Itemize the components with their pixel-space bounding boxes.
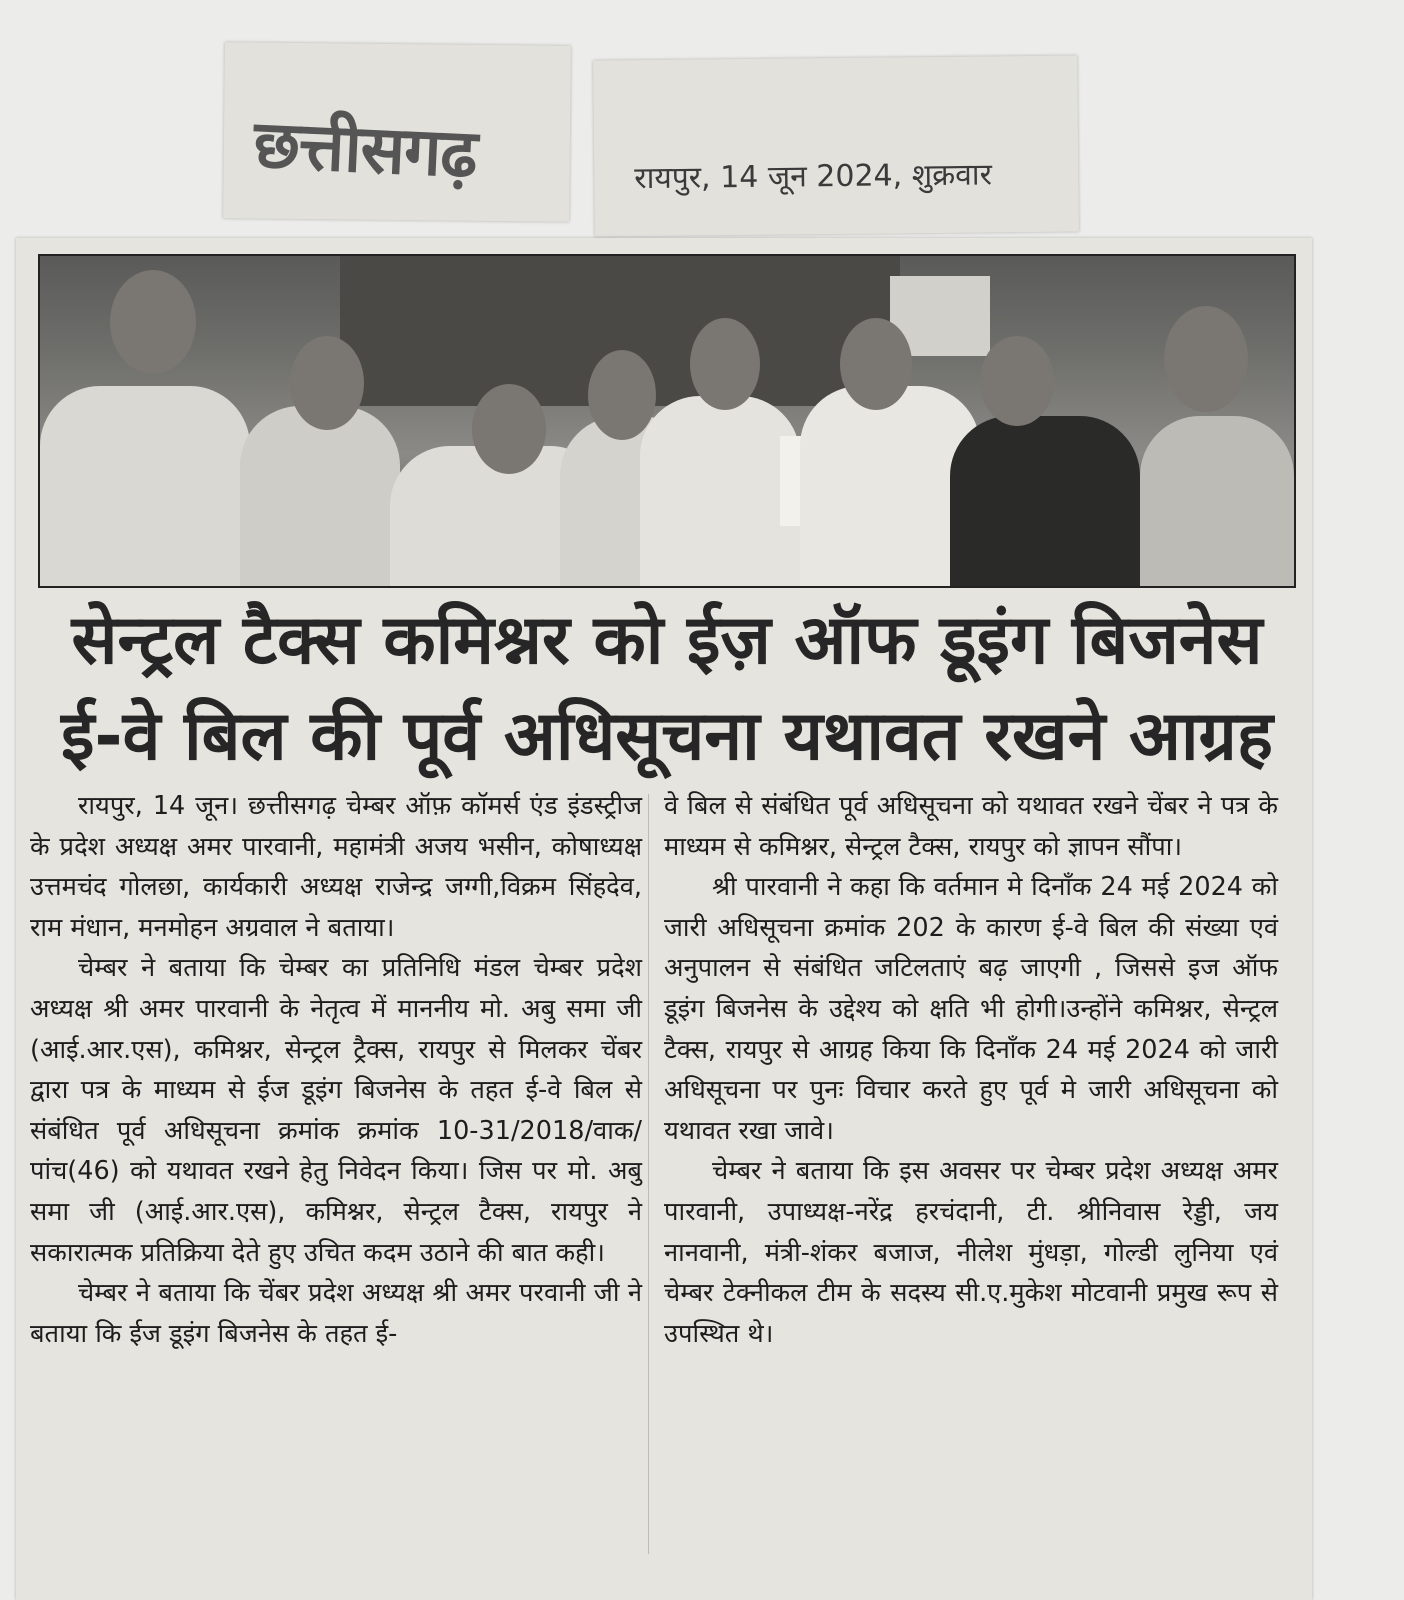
article-paragraph: रायपुर, 14 जून। छत्तीसगढ़ चेम्बर ऑफ़ कॉमर्स एंड इंडस्ट्रीज के प्रदेश अध्यक्ष अमर पारवानी, महामंत्री अजय भसीन, कोषाध्यक्ष उत्तमचंद गोलछा, कार्यकारी अध्यक्ष राजेन्द्र जग्गी,विक्रम सिंहदेव, राम मंधान, मनमोहन अग्रवाल ने बताया। [30,791,642,943]
person-head [588,350,656,440]
column-divider [648,794,649,1554]
headline-line-2: ई-वे बिल की पूर्व अधिसूचना यथावत रखने आग्रह [60,697,1274,776]
person-head [690,318,760,410]
person-figure [240,406,400,586]
article-paragraph: श्री पारवानी ने कहा कि वर्तमान मे दिनाँक 24 मई 2024 को जारी अधिसूचना क्रमांक 202 के कारण ई-वे बिल की संख्या एवं अनुपालन से संबंधित जटिलताएं बढ़ जाएगी , जिससे इज ऑफ डूइंग बिजनेस के उद्देश्य को क्षति भी होगी।उन्होंने कमिश्नर, सेन्ट्रल टैक्स, रायपुर से आग्रह किया कि दिनाँक 24 मई 2024 को जारी अधिसूचना पर पुनः विचार करते हुए पूर्व मे जारी अधिसूचना को यथावत रखा जावे। [664,872,1278,1146]
newspaper-masthead: छत्तीसगढ़ [252,105,479,193]
person-head [472,384,546,474]
person-figure [40,386,250,586]
article-paragraph: वे बिल से संबंधित पूर्व अधिसूचना को यथावत रखने चेंबर ने पत्र के माध्यम से कमिश्नर, सेन्ट्रल टैक्स, रायपुर को ज्ञापन सौंपा। [664,791,1278,862]
person-head [290,336,364,430]
person-head [110,270,196,374]
article-column-left [30,786,642,1354]
article-paragraph: चेम्बर ने बताया कि इस अवसर पर चेम्बर प्रदेश अध्यक्ष अमर पारवानी, उपाध्यक्ष-नरेंद्र हरचंदानी, टी. श्रीनिवास रेड्डी, जय नानवानी, मंत्री-शंकर बजाज, नीलेश मुंधड़ा, गोल्डी लुनिया एवं चेम्बर टेक्नीकल टीम के सदस्य सी.ए.मुकेश मोटवानी प्रमुख रूप से उपस्थित थे। [664,1156,1278,1349]
person-head [840,318,912,410]
person-head [1164,306,1248,412]
news-photo [38,254,1296,588]
masthead-clipping [223,42,571,222]
person-figure [640,396,800,586]
headline-line-1: सेन्ट्रल टैक्स कमिश्नर को ईज़ ऑफ डूइंग बिजनेस [71,601,1263,680]
article-paragraph: चेम्बर ने बताया कि चेम्बर का प्रतिनिधि मंडल चेम्बर प्रदेश अध्यक्ष श्री अमर पारवानी के नेतृत्व में माननीय मो. अबु समा जी (आई.आर.एस), कमिश्नर, सेन्ट्रल ट्रैक्स, रायपुर से मिलकर चेंबर द्वारा पत्र के माध्यम से ईज डूइंग बिजनेस के तहत ई-वे बिल से संबंधित पूर्व अधिसूचना क्रमांक क्रमांक 10-31/2018/वाक/पांच(46) को यथावत रखने हेतु निवेदन किया। जिस पर मो. अबु समा जी (आई.आर.एस), कमिश्नर, सेन्ट्रल टैक्स, रायपुर ने सकारात्मक प्रतिक्रिया देते हुए उचित कदम उठाने की बात कही। [30,953,642,1268]
person-figure [950,416,1140,586]
person-figure [1140,416,1294,586]
article-paragraph: चेम्बर ने बताया कि चेंबर प्रदेश अध्यक्ष श्री अमर परवानी जी ने बताया कि ईज डूइंग बिजनेस के तहत ई- [30,1278,642,1349]
person-head [980,336,1054,426]
dateline-clipping [593,55,1079,236]
article-column-right [664,786,1278,1354]
dateline: रायपुर, 14 जून 2024, शुक्रवार [634,157,993,197]
article-clipping [16,238,1312,1600]
